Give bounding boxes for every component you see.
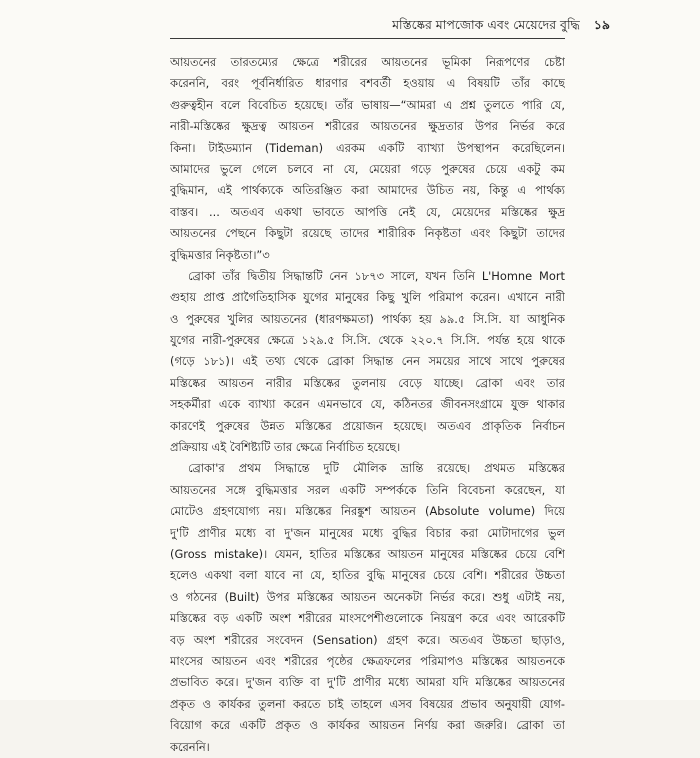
- text-line: হলেও একথা বলা যাবে না যে, হাতির বুদ্ধি মানুষের চেয়ে বেশি। শরীরের উচ্চতা: [170, 568, 565, 583]
- text-line: গুহায় প্রাপ্ত প্রাগৈতিহাসিক যুগের মানুষের কিছু খুলি পরিমাপ করেন। এখানে নারী: [170, 290, 565, 305]
- paragraph: [170, 52, 565, 266]
- running-title: মস্তিষ্কের মাপজোক এবং মেয়েদের বুদ্ধি: [392, 17, 580, 32]
- text-line: মোটেও গ্রহণযোগ্য নয়। মস্তিষ্কের নিরঙ্কুশ আয়তন (Absolute volume) দিয়ে: [170, 504, 565, 519]
- text-line: আয়তনের তারতম্যের ক্ষেত্রে শরীরের আয়তনের ভূমিকা নিরূপণের চেষ্টা: [170, 55, 565, 69]
- text-line: করেননি, বরং পূর্বনির্ধারিত ধারণার বশবর্তী হওয়ায় এ বিষয়টি তাঁর কাছে: [170, 76, 565, 91]
- text-line: ব্রোকা'র প্রথম সিদ্ধান্তে দুটি মৌলিক ভ্রান্তি রয়েছে। প্রথমত মস্তিষ্কের: [188, 461, 565, 476]
- text-line: মাংসের আয়তন এবং শরীরের পৃষ্ঠের ক্ষেত্রফলের পরিমাপও মস্তিষ্কের আয়তনকে: [170, 653, 565, 668]
- text-line: মস্তিষ্কের বড় একটি অংশ শরীরের মাংসপেশীগুলোকে নিয়ন্ত্রণ করে এবং আরেকটি: [170, 611, 565, 626]
- text-line: গুরুত্বহীন বলে বিবেচিত হয়েছে। তাঁর ভাষায়—“আমরা এ প্রশ্ন তুলতে পারি যে,: [170, 97, 565, 112]
- text-line: দু'টি প্রাণীর মধ্যে বা দু'জন মানুষের মধ্যে বুদ্ধির বিচার করা মোটাদাগের ভুল: [170, 525, 565, 540]
- text-line: কিনা। টাইডম্যান (Tideman) এরকম একটি ব্যাখ্যা উপস্থাপন করেছিলেন।: [170, 140, 565, 155]
- text-line: আয়তনের সঙ্গে বুদ্ধিমত্তার সরল একটি সম্পর্ককে তিনি বিবেচনা করেছেন, যা: [170, 482, 565, 497]
- paragraph: [170, 458, 565, 757]
- text-line: (Gross mistake)। যেমন, হাতির মস্তিষ্কের আয়তন মানুষের মস্তিষ্কের চেয়ে বেশি: [170, 546, 565, 561]
- text-line: প্রক্রিয়ায় এই বৈশিষ্ট্যটি তার ক্ষেত্রে নির্বাচিত হয়েছে।: [170, 440, 401, 455]
- text-line: ও পুরুষের খুলির আয়তনের (ধারণক্ষমতা) পার্থক্য হয় ৯৯.৫ সি.সি. যা আধুনিক: [170, 311, 565, 326]
- text-line: নারী-মস্তিষ্কের ক্ষুদ্রত্ব আয়তন শরীরের আয়তনের ক্ষুদ্রতার উপর নির্ভর করে: [170, 119, 565, 134]
- text-line: কারণেই পুরুষের উন্নত মস্তিষ্কের প্রয়োজন হয়েছে। অতএব প্রাকৃতিক নির্বাচন: [170, 418, 565, 433]
- text-line: প্রভাবিত করে। দু'জন ব্যক্তি বা দু'টি প্রাণীর মধ্যে আমরা যদি মস্তিষ্কের আয়তনের: [170, 675, 565, 690]
- text-line: করেননি।: [170, 739, 210, 754]
- header-rule: [170, 38, 565, 39]
- text-line: প্রকৃত ও কার্যকর তুলনা করতে চাই তাহলে এসব বিষয়ের প্রভাব অনুযায়ী যোগ-: [170, 696, 565, 711]
- body-text: [170, 52, 565, 758]
- text-line: আয়তনের পেছনে কিছুটা রয়েছে তাদের শারীরিক নিকৃষ্টতা এবং কিছুটা তাদের: [170, 226, 565, 241]
- text-line: আমাদের ভুলে গেলে চলবে না যে, মেয়েরা গড়ে পুরুষের চেয়ে একটু কম: [170, 161, 565, 176]
- paragraph: [170, 266, 565, 459]
- text-line: (গড়ে ১৮১)। এই তথ্য থেকে ব্রোকা সিদ্ধান্ত নেন সময়ের সাথে সাথে পুরুষের: [170, 354, 565, 369]
- text-line: ও গঠনের (Built) উপর মস্তিষ্কের আয়তন অনেকটা নির্ভর করে। শুধু এটাই নয়,: [170, 589, 565, 604]
- text-line: বুদ্ধিমত্তার নিকৃষ্টতা।”৩: [170, 247, 270, 262]
- text-line: ব্রোকা তাঁর দ্বিতীয় সিদ্ধান্তটি নেন ১৮৭৩ সালে, যখন তিনি L'Homne Mort: [188, 268, 565, 283]
- running-head: [340, 18, 610, 36]
- text-line: বুদ্ধিমান, এই পার্থক্যকে অতিরঞ্জিত করা আমাদের উচিত নয়, কিন্তু এ পার্থক্য: [170, 183, 565, 198]
- text-line: সহকর্মীরা একে ব্যাখ্যা করেন এমনভাবে যে, কঠিনতর জীবনসংগ্রামে যুক্ত থাকার: [170, 397, 565, 412]
- text-line: মস্তিষ্কের আয়তন নারীর মস্তিষ্কের তুলনায় বেড়ে যাচ্ছে। ব্রোকা এবং তার: [170, 375, 565, 390]
- text-line: বিয়োগ করে একটি প্রকৃত ও কার্যকর আয়তন নির্ণয় করা জরুরি। ব্রোকা তা: [170, 718, 565, 733]
- page-number: ১৯: [593, 17, 610, 32]
- text-line: বাস্তব। ... অতএব একথা ভাবতে আপত্তি নেই যে, মেয়েদের মস্তিষ্কের ক্ষুদ্র: [170, 204, 565, 219]
- text-line: বড় অংশ শরীরের সংবেদন (Sensation) গ্রহণ করে। অতএব উচ্চতা ছাড়াও,: [170, 632, 565, 647]
- text-line: যুগের নারী-পুরুষের ক্ষেত্রে ১২৯.৫ সি.সি. থেকে ২২০.৭ সি.সি. পর্যন্ত হয়ে থাকে: [170, 333, 565, 348]
